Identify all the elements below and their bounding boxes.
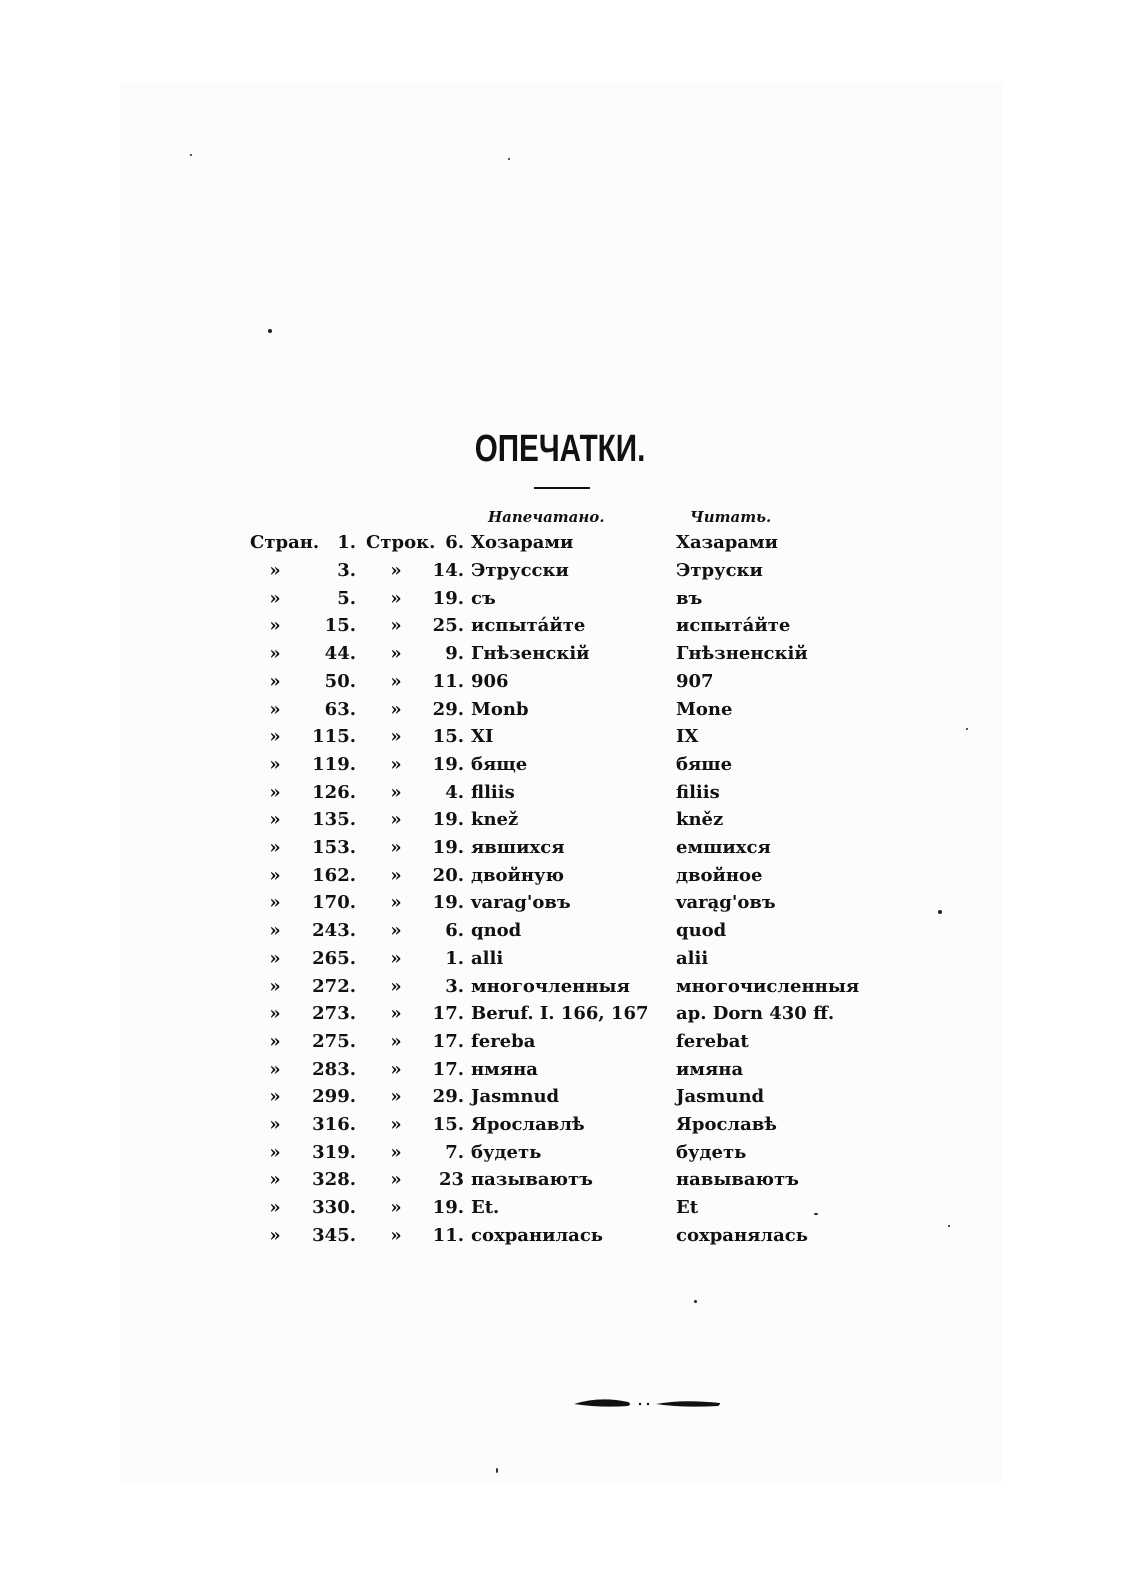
printed-text: съ: [471, 587, 496, 609]
ditto-mark: »: [390, 809, 402, 831]
line-number: 14.: [432, 560, 464, 581]
correct-text: ap. Dorn 430 ff.: [676, 1003, 835, 1025]
page-number: 265.: [312, 947, 356, 969]
line-number: 1.: [445, 947, 464, 969]
printed-text: явшихся: [471, 837, 565, 858]
printed-text: будеть: [471, 1141, 542, 1163]
ditto-mark: »: [269, 975, 281, 997]
errata-row: [0, 865, 1140, 892]
errata-row: [0, 892, 1140, 919]
line-number: 15.: [432, 726, 464, 748]
end-ornament: [570, 1396, 724, 1408]
line-number: 19.: [432, 587, 464, 609]
ditto-mark: »: [390, 1086, 402, 1108]
speck: [496, 1468, 498, 1473]
line-number: 19.: [432, 809, 464, 831]
line-number: 17.: [432, 1003, 464, 1025]
ditto-mark: »: [269, 698, 281, 720]
ditto-mark: »: [269, 1169, 281, 1191]
errata-row: [0, 588, 1140, 615]
errata-row: [0, 920, 1140, 947]
ditto-mark: »: [390, 1114, 402, 1135]
errata-row: [0, 948, 1140, 975]
errata-row: [0, 560, 1140, 587]
ditto-mark: »: [269, 643, 281, 665]
errata-row: [0, 837, 1140, 864]
errata-row: [0, 1059, 1140, 1086]
page-number: 162.: [312, 864, 356, 886]
speck: [268, 329, 272, 333]
errata-row: [0, 809, 1140, 836]
errata-row: [0, 643, 1140, 670]
speck: [508, 158, 510, 160]
errata-row: [0, 699, 1140, 726]
printed-text: knež: [471, 809, 519, 831]
errata-row: [0, 1197, 1140, 1224]
errata-row: [0, 726, 1140, 753]
ditto-mark: »: [390, 1141, 402, 1163]
page-label: Стран.: [250, 532, 320, 553]
ditto-mark: »: [269, 726, 281, 748]
correct-text: 907: [676, 670, 714, 692]
ditto-mark: »: [390, 753, 402, 775]
line-number: 19.: [432, 837, 464, 858]
errata-row: [0, 754, 1140, 781]
correct-text: бяше: [676, 753, 733, 775]
ditto-mark: »: [390, 1197, 402, 1219]
page-number: 170.: [312, 892, 356, 914]
line-number: 4.: [445, 781, 464, 803]
page-title: ОПЕЧАТКИ.: [474, 428, 646, 470]
errata-row: [0, 671, 1140, 698]
title-rule: [534, 487, 590, 489]
correct-text: двойное: [676, 864, 763, 886]
printed-text: Beruf. I. 166, 167: [471, 1003, 649, 1025]
correct-text: навываютъ: [676, 1169, 799, 1191]
page-number: 272.: [312, 975, 356, 997]
page-number: 119.: [312, 753, 356, 775]
line-number: 29.: [432, 698, 464, 720]
correct-text: многочисленныя: [676, 975, 860, 997]
ditto-mark: »: [390, 947, 402, 969]
ditto-mark: »: [269, 1003, 281, 1025]
correct-text: filiis: [676, 781, 720, 803]
page-number: 153.: [312, 837, 356, 858]
errata-row: [0, 1169, 1140, 1196]
printed-text: alli: [471, 947, 504, 969]
printed-text: нмяна: [471, 1058, 538, 1080]
line-number: 6.: [445, 532, 464, 553]
correct-text: Jasmund: [676, 1086, 765, 1108]
page-number: 115.: [312, 726, 356, 748]
line-number: 19.: [432, 753, 464, 775]
ditto-mark: »: [390, 1058, 402, 1080]
correct-text: Ярославѣ: [676, 1114, 777, 1135]
page-number: 345.: [312, 1224, 356, 1246]
ditto-mark: »: [269, 864, 281, 886]
line-number: 15.: [432, 1114, 464, 1135]
speck: [190, 154, 192, 156]
errata-row: [0, 615, 1140, 642]
errata-row-first: [0, 532, 1140, 559]
page-number: 1.: [337, 532, 356, 553]
errata-row: [0, 1225, 1140, 1252]
ditto-mark: »: [390, 920, 402, 942]
page-number: 273.: [312, 1003, 356, 1025]
page-number: 275.: [312, 1030, 356, 1052]
ditto-mark: »: [390, 670, 402, 692]
correct-text: kněz: [676, 809, 724, 831]
page-number: 283.: [312, 1058, 356, 1080]
page-number: 63.: [324, 698, 356, 720]
ditto-mark: »: [390, 643, 402, 665]
ditto-mark: »: [269, 781, 281, 803]
correct-text: Et: [676, 1197, 699, 1219]
ditto-mark: »: [269, 560, 281, 581]
printed-text: Гнѣзенскій: [471, 643, 590, 665]
ditto-mark: »: [269, 809, 281, 831]
speck: [694, 1300, 697, 1303]
line-number: 7.: [445, 1141, 464, 1163]
printed-text: Et.: [471, 1197, 500, 1219]
page-number: 243.: [312, 920, 356, 942]
correct-text: Хазарами: [676, 532, 779, 553]
ditto-mark: »: [390, 1169, 402, 1191]
errata-row: [0, 782, 1140, 809]
line-number: 20.: [432, 864, 464, 886]
page-number: 330.: [312, 1197, 356, 1219]
ditto-mark: »: [390, 781, 402, 803]
line-number: 11.: [432, 670, 464, 692]
ditto-mark: »: [269, 670, 281, 692]
ditto-mark: »: [269, 753, 281, 775]
ditto-mark: »: [269, 1224, 281, 1246]
ditto-mark: »: [269, 1197, 281, 1219]
ditto-mark: »: [269, 1058, 281, 1080]
line-number: 6.: [445, 920, 464, 942]
printed-text: пазываютъ: [471, 1169, 593, 1191]
line-number: 19.: [432, 1197, 464, 1219]
printed-text: 906: [471, 670, 509, 692]
ditto-mark: »: [390, 726, 402, 748]
ditto-mark: »: [390, 698, 402, 720]
line-number: 23: [438, 1169, 464, 1191]
header-printed: Напечатано.: [488, 508, 605, 526]
correct-text: Гнѣзненскій: [676, 643, 808, 665]
printed-text: испытáйте: [471, 615, 586, 637]
ditto-mark: »: [390, 1224, 402, 1246]
ditto-mark: »: [269, 615, 281, 637]
ditto-mark: »: [269, 1141, 281, 1163]
ditto-mark: »: [269, 837, 281, 858]
ditto-mark: »: [390, 864, 402, 886]
line-number: 11.: [432, 1224, 464, 1246]
ditto-mark: »: [390, 615, 402, 637]
correct-text: ferebat: [676, 1030, 749, 1052]
page-number: 135.: [312, 809, 356, 831]
correct-text: будеть: [676, 1141, 747, 1163]
errata-row: [0, 1086, 1140, 1113]
page-number: 5.: [337, 587, 356, 609]
page-number: 50.: [324, 670, 356, 692]
correct-text: емшихся: [676, 837, 771, 858]
correct-text: сохранялась: [676, 1224, 808, 1246]
printed-text: многочленныя: [471, 975, 630, 997]
correct-text: имяна: [676, 1058, 744, 1080]
correct-text: varąg'овъ: [676, 892, 776, 914]
ditto-mark: »: [269, 947, 281, 969]
correct-text: quod: [676, 920, 727, 942]
ditto-mark: »: [390, 892, 402, 914]
printed-text: Этрусски: [471, 560, 569, 581]
line-number: 17.: [432, 1030, 464, 1052]
line-number: 17.: [432, 1058, 464, 1080]
page-number: 126.: [312, 781, 356, 803]
errata-row: [0, 976, 1140, 1003]
printed-text: Ярославлѣ: [471, 1114, 585, 1135]
errata-row: [0, 1031, 1140, 1058]
line-label: Строк.: [366, 532, 436, 553]
ditto-mark: »: [269, 1086, 281, 1108]
page-number: 316.: [312, 1114, 356, 1135]
printed-text: бяще: [471, 753, 528, 775]
errata-row: [0, 1114, 1140, 1141]
correct-text: въ: [676, 587, 703, 609]
printed-text: XI: [471, 726, 494, 748]
ditto-mark: »: [269, 1114, 281, 1135]
correct-text: IX: [676, 726, 699, 748]
correct-text: alii: [676, 947, 709, 969]
ditto-mark: »: [269, 587, 281, 609]
ditto-mark: »: [390, 837, 402, 858]
page-number: 15.: [324, 615, 356, 637]
printed-text: Jasmnud: [471, 1086, 560, 1108]
ditto-mark: »: [269, 892, 281, 914]
ditto-mark: »: [390, 1003, 402, 1025]
printed-text: fereba: [471, 1030, 536, 1052]
ditto-mark: »: [390, 975, 402, 997]
header-read: Читать.: [690, 508, 772, 526]
page-number: 3.: [337, 560, 356, 581]
printed-text: Хозарами: [471, 532, 574, 553]
page-number: 44.: [324, 643, 356, 665]
ditto-mark: »: [269, 920, 281, 942]
errata-row: [0, 1142, 1140, 1169]
correct-text: Этруски: [676, 560, 763, 581]
ditto-mark: »: [390, 587, 402, 609]
line-number: 3.: [445, 975, 464, 997]
printed-text: flliis: [471, 781, 515, 803]
printed-text: Monb: [471, 698, 529, 720]
ditto-mark: »: [269, 1030, 281, 1052]
line-number: 9.: [445, 643, 464, 665]
correct-text: испытáйте: [676, 615, 791, 637]
printed-text: сохранилась: [471, 1224, 604, 1246]
ditto-mark: »: [390, 1030, 402, 1052]
errata-row: [0, 1003, 1140, 1030]
line-number: 29.: [432, 1086, 464, 1108]
printed-text: двойную: [471, 864, 565, 886]
correct-text: Mone: [676, 698, 733, 720]
printed-text: qnod: [471, 920, 522, 942]
page-number: 328.: [312, 1169, 356, 1191]
printed-text: varag'овъ: [471, 892, 571, 914]
page-number: 319.: [312, 1141, 356, 1163]
line-number: 19.: [432, 892, 464, 914]
line-number: 25.: [432, 615, 464, 637]
ditto-mark: »: [390, 560, 402, 581]
page-number: 299.: [312, 1086, 356, 1108]
